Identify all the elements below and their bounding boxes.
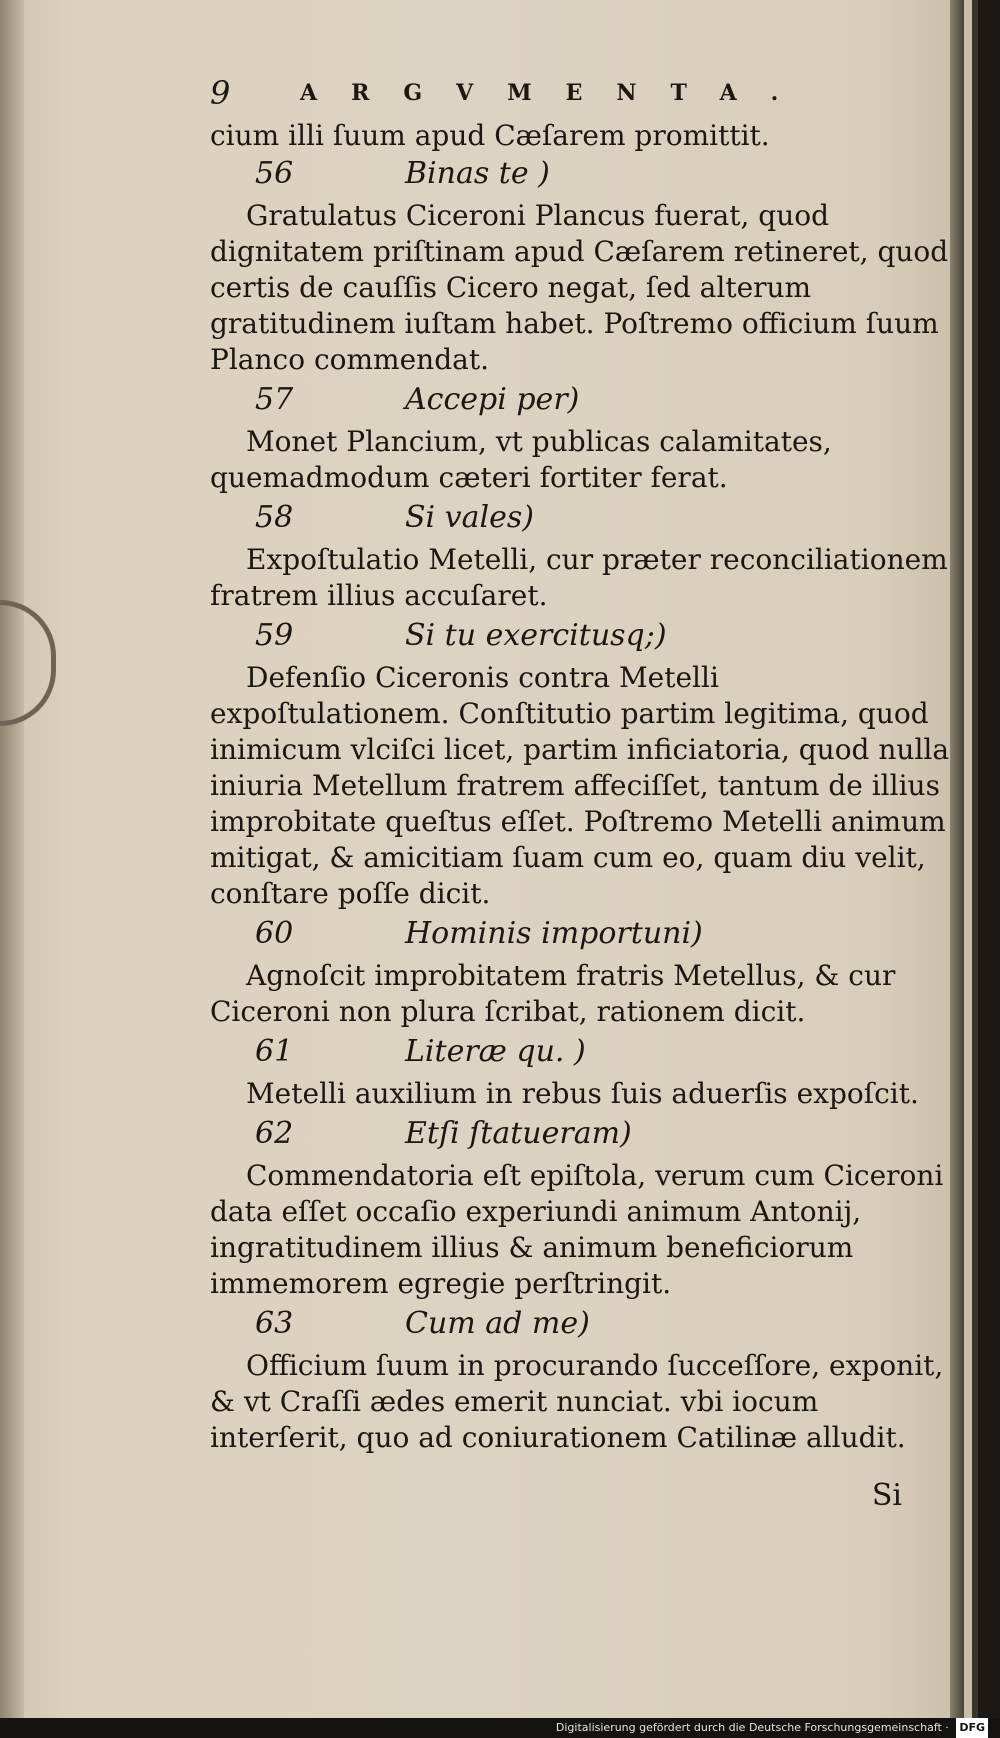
entry-number: 59 (255, 618, 294, 653)
entry-incipit: Binas te ) (405, 156, 550, 191)
entry-heading (210, 1034, 960, 1076)
folio-number: 9 (210, 74, 231, 112)
entry-text: Defenſio Ciceronis contra Metelli expoſtulationem. Conſtitutio partim legitima, quod inimicum vlciſci licet, partim inficiatoria, quod nulla iniuria Metellum fratrem affeciſſet, tantum de illius improbitate queſtus eſſet. Poſtremo Metelli animum mitigat, & amicitiam ſuam cum eo, quam diu velit, conſtare poſſe dicit. (210, 661, 950, 910)
entry-heading (210, 382, 960, 424)
entry-number: 61 (255, 1034, 294, 1069)
digitization-footer (0, 1718, 1000, 1738)
entry-summary (210, 198, 960, 378)
entry-text: Metelli auxilium in rebus ſuis aduerſis expoſcit. (246, 1077, 919, 1110)
entry-heading (210, 916, 960, 958)
entry-text: Monet Plancium, vt publicas calamitates, quemadmodum cæteri fortiter ferat. (210, 425, 832, 494)
entry-incipit: Etſi ſtatueram) (405, 1116, 632, 1151)
entry-number: 63 (255, 1306, 294, 1341)
entry-number: 60 (255, 916, 294, 951)
entry-summary (210, 660, 960, 912)
entry-number: 62 (255, 1116, 294, 1151)
entry-text: Expoſtulatio Metelli, cur præter reconciliationem fratrem illius accuſaret. (210, 543, 948, 612)
entry-heading (210, 1306, 960, 1348)
entry-heading (210, 618, 960, 660)
entry-text: Agnoſcit improbitatem fratris Metellus, & cur Ciceroni non plura ſcribat, rationem dicit. (210, 959, 896, 1028)
running-head: ARGVMENTA. (300, 80, 813, 106)
entry-summary (210, 1158, 960, 1302)
catchword: Si (871, 1478, 902, 1513)
page-text (210, 68, 960, 1460)
entry-number: 58 (255, 500, 294, 535)
opening-line: cium illi ſuum apud Cæſarem promittit. (210, 119, 770, 152)
entry-incipit: Accepi per) (405, 382, 580, 417)
entry-text: Gratulatus Ciceroni Plancus fuerat, quod dignitatem priſtinam apud Cæſarem retineret, quod certis de cauſſis Cicero negat, ſed alterum gratitudinem iuſtam habet. Poſtremo officium ſuum Planco commendat. (210, 199, 949, 376)
entry-incipit: Cum ad me) (405, 1306, 590, 1341)
funding-credit: Digitalisierung gefördert durch die Deutsche Forschungsgemeinschaft · (555, 1721, 949, 1734)
argument-list (210, 156, 960, 1456)
entry-incipit: Literæ qu. ) (405, 1034, 586, 1069)
entry-text: Officium ſuum in procurando ſucceſſore, exponit, & vt Craſſi ædes emerit nunciat. vbi iocum interſerit, quo ad coniurationem Catilinæ alludit. (210, 1349, 944, 1454)
entry-summary (210, 1076, 960, 1112)
entry-number: 57 (255, 382, 294, 417)
entry-summary (210, 1348, 960, 1456)
clasp-mark (0, 600, 56, 726)
page-header (210, 68, 960, 118)
entry-incipit: Hominis importuni) (405, 916, 703, 951)
entry-incipit: Si tu exercitusq;) (405, 618, 667, 653)
dfg-logo: DFG (956, 1718, 988, 1738)
entry-heading (210, 500, 960, 542)
entry-incipit: Si vales) (405, 500, 534, 535)
entry-summary (210, 424, 960, 496)
entry-summary (210, 542, 960, 614)
entry-summary (210, 958, 960, 1030)
entry-heading (210, 1116, 960, 1158)
entry-text: Commendatoria eſt epiſtola, verum cum Ciceroni data eſſet occaſio experiundi animum Antonij, ingratitudinem illius & animum beneficiorum immemorem egregie perſtringit. (210, 1159, 944, 1300)
entry-heading (210, 156, 960, 198)
entry-number: 56 (255, 156, 294, 191)
